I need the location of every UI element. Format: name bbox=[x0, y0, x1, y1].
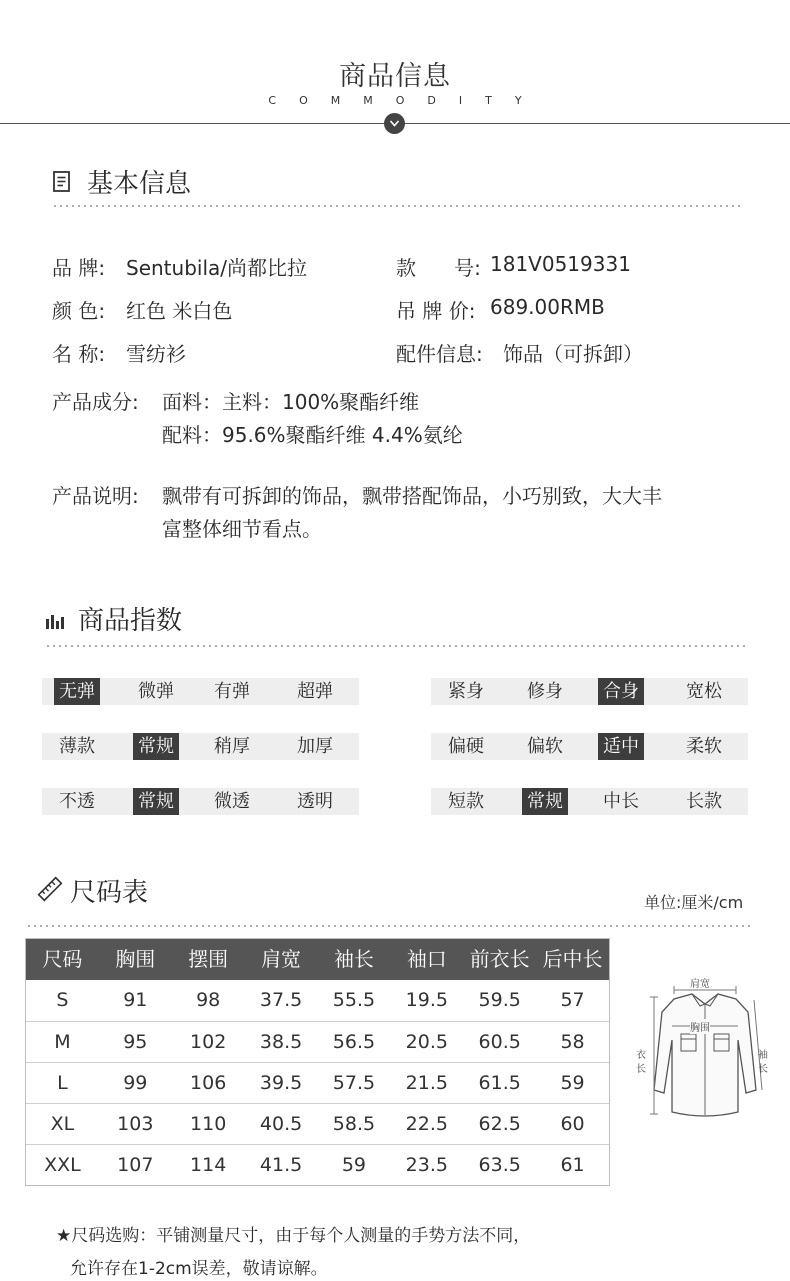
table-cell: 59.5 bbox=[478, 989, 521, 1011]
color-value: 红色 米白色 bbox=[126, 299, 233, 323]
table-cell: 59 bbox=[560, 1072, 585, 1094]
table-row bbox=[26, 1144, 609, 1185]
index-option-row bbox=[431, 733, 748, 760]
index-option: 稍厚 bbox=[214, 736, 250, 757]
color-label: 颜 色: bbox=[52, 299, 106, 323]
index-option: 中长 bbox=[603, 791, 639, 812]
garment-measure-diagram bbox=[630, 972, 780, 1132]
table-cell: 59 bbox=[341, 1154, 367, 1176]
table-cell: 114 bbox=[190, 1154, 227, 1176]
table-cell: 56.5 bbox=[332, 1031, 376, 1053]
tag-price-value: 689.00RMB bbox=[490, 295, 605, 319]
index-option-selected: 适中 bbox=[598, 733, 644, 760]
accessory-label: 配件信息: bbox=[396, 342, 483, 366]
table-cell: 58 bbox=[560, 1031, 585, 1053]
size-table-header-cell: 袖长 bbox=[333, 947, 374, 971]
table-cell: 106 bbox=[190, 1072, 227, 1094]
product-index-title: 商品指数 bbox=[78, 606, 183, 636]
diagram-label-shoulder: 肩宽 bbox=[690, 979, 710, 990]
table-cell: 41.5 bbox=[259, 1154, 303, 1176]
diagram-label-sleeve-1: 袖 bbox=[758, 1050, 768, 1061]
index-option: 修身 bbox=[527, 681, 563, 702]
index-option: 微透 bbox=[214, 791, 250, 812]
table-row bbox=[26, 1062, 609, 1103]
page-title: 商品信息 bbox=[339, 61, 451, 92]
table-cell: S bbox=[56, 989, 69, 1011]
table-cell: 61.5 bbox=[478, 1072, 521, 1094]
size-table-header-cell: 尺码 bbox=[42, 947, 83, 971]
table-cell: 39.5 bbox=[259, 1072, 303, 1094]
description-line-1: 飘带有可拆卸的饰品，飘带搭配饰品，小巧别致，大大丰 bbox=[162, 484, 662, 508]
size-table bbox=[25, 938, 610, 1186]
table-cell: XL bbox=[50, 1113, 75, 1135]
ruler-icon bbox=[37, 876, 63, 902]
table-cell: 19.5 bbox=[405, 989, 448, 1011]
document-icon bbox=[51, 170, 73, 194]
size-table-body bbox=[26, 980, 609, 1185]
table-cell: 55.5 bbox=[332, 989, 376, 1011]
diagram-label-sleeve-2: 长 bbox=[758, 1064, 768, 1075]
index-option-row bbox=[42, 733, 359, 760]
size-table-header-cell: 前衣长 bbox=[469, 947, 530, 971]
diagram-label-chest: 胸围 bbox=[690, 1019, 710, 1034]
index-option-row bbox=[42, 678, 359, 705]
index-option: 短款 bbox=[448, 791, 484, 812]
tag-price-label: 吊 牌 价: bbox=[396, 299, 476, 323]
index-option-selected: 合身 bbox=[598, 678, 644, 705]
size-table-header-cell: 袖口 bbox=[406, 947, 447, 971]
index-option-row bbox=[42, 788, 359, 815]
composition-line-2: 配料：95.6%聚酯纤维 4.4%氨纶 bbox=[162, 423, 463, 447]
table-cell: 91 bbox=[123, 989, 148, 1011]
style-no-value: 181V0519331 bbox=[490, 252, 631, 276]
diagram-label-length-1: 衣 bbox=[636, 1050, 646, 1061]
size-table-header bbox=[26, 939, 609, 980]
table-cell: 60.5 bbox=[478, 1031, 521, 1053]
style-no-label: 款 号: bbox=[396, 256, 481, 280]
index-option: 柔软 bbox=[686, 736, 722, 757]
table-cell: M bbox=[54, 1031, 71, 1053]
accessory-value: 饰品（可拆卸） bbox=[503, 342, 643, 366]
page-subtitle: COMMODITY bbox=[268, 94, 545, 107]
table-cell: XXL bbox=[44, 1154, 81, 1176]
index-option: 薄款 bbox=[59, 736, 95, 757]
index-option: 有弹 bbox=[214, 681, 250, 702]
size-table-header-cell: 摆围 bbox=[188, 947, 229, 971]
index-option: 不透 bbox=[59, 791, 95, 812]
table-cell: 107 bbox=[117, 1154, 154, 1176]
description-line-2: 富整体细节看点。 bbox=[162, 517, 322, 541]
size-table-header-cell: 肩宽 bbox=[261, 947, 302, 971]
index-option-selected: 常规 bbox=[133, 733, 179, 760]
index-option: 长款 bbox=[686, 791, 722, 812]
basic-info-title: 基本信息 bbox=[87, 169, 192, 199]
unit-label: 单位:厘米/cm bbox=[644, 893, 744, 912]
table-cell: 20.5 bbox=[405, 1031, 448, 1053]
table-cell: 23.5 bbox=[405, 1154, 448, 1176]
index-option: 超弹 bbox=[297, 681, 333, 702]
index-option: 偏软 bbox=[527, 736, 563, 757]
index-option: 紧身 bbox=[448, 681, 484, 702]
table-row bbox=[26, 1103, 609, 1144]
table-cell: 40.5 bbox=[259, 1113, 303, 1135]
size-note-line-1: ★尺码选购：平铺测量尺寸，由于每个人测量的手势方法不同， bbox=[56, 1226, 531, 1246]
table-cell: L bbox=[57, 1072, 68, 1094]
brand-value: Sentubila/尚都比拉 bbox=[126, 256, 307, 280]
table-cell: 37.5 bbox=[259, 989, 303, 1011]
table-cell: 61 bbox=[560, 1154, 585, 1176]
table-row bbox=[26, 1021, 609, 1062]
index-option-selected: 无弹 bbox=[54, 678, 100, 705]
size-table-header-cell: 胸围 bbox=[115, 947, 156, 971]
table-cell: 58.5 bbox=[332, 1113, 376, 1135]
table-cell: 99 bbox=[123, 1072, 148, 1094]
table-cell: 22.5 bbox=[405, 1113, 448, 1135]
composition-line-1: 面料：主料：100%聚酯纤维 bbox=[162, 390, 420, 414]
brand-label: 品 牌: bbox=[52, 256, 106, 280]
description-label: 产品说明: bbox=[52, 484, 139, 508]
table-cell: 57 bbox=[560, 989, 585, 1011]
table-cell: 110 bbox=[190, 1113, 227, 1135]
table-cell: 57.5 bbox=[332, 1072, 376, 1094]
bar-chart-icon bbox=[45, 610, 65, 630]
table-cell: 21.5 bbox=[405, 1072, 448, 1094]
index-option: 偏硬 bbox=[448, 736, 484, 757]
dotted-divider bbox=[45, 645, 747, 647]
table-cell: 98 bbox=[196, 989, 221, 1011]
name-value: 雪纺衫 bbox=[126, 342, 186, 366]
table-cell: 63.5 bbox=[478, 1154, 521, 1176]
index-option: 宽松 bbox=[686, 681, 722, 702]
table-row bbox=[26, 980, 609, 1021]
index-option: 加厚 bbox=[297, 736, 333, 757]
dotted-divider bbox=[52, 205, 744, 207]
index-option: 微弹 bbox=[138, 681, 174, 702]
dotted-divider bbox=[26, 925, 754, 927]
table-cell: 60 bbox=[560, 1113, 585, 1135]
table-cell: 95 bbox=[123, 1031, 148, 1053]
index-option-row bbox=[431, 788, 748, 815]
table-cell: 38.5 bbox=[259, 1031, 303, 1053]
size-chart-title: 尺码表 bbox=[70, 878, 149, 908]
index-option-row bbox=[431, 678, 748, 705]
index-option-selected: 常规 bbox=[133, 788, 179, 815]
size-table-header-cell: 后中长 bbox=[542, 947, 603, 971]
size-note-line-2: 允许存在1-2cm误差，敬请谅解。 bbox=[70, 1259, 328, 1279]
name-label: 名 称: bbox=[52, 342, 106, 366]
table-cell: 102 bbox=[190, 1031, 227, 1053]
index-option: 透明 bbox=[297, 791, 333, 812]
table-cell: 62.5 bbox=[478, 1113, 521, 1135]
table-cell: 103 bbox=[117, 1113, 154, 1135]
chevron-down-icon bbox=[384, 113, 405, 134]
composition-label: 产品成分: bbox=[52, 390, 139, 414]
diagram-label-length-2: 长 bbox=[636, 1064, 646, 1075]
index-option-selected: 常规 bbox=[522, 788, 568, 815]
